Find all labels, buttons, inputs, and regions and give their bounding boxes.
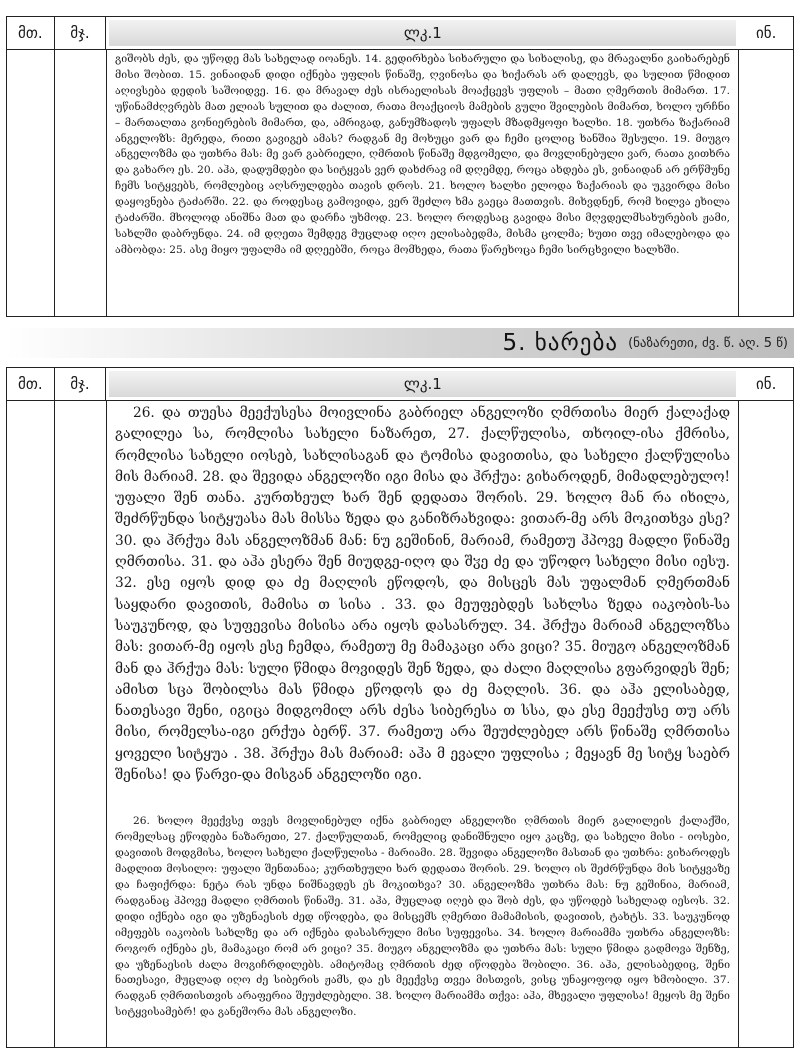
section-reference: (ნაზარეთი, ძვ. წ. აღ. 5 წ) <box>628 335 788 351</box>
column-mark-cell <box>55 50 107 317</box>
column-mark-cell <box>55 401 107 1048</box>
column-header-matthew: მთ. <box>7 368 55 400</box>
table-header-row <box>7 368 793 401</box>
gospel-table-2 <box>6 367 794 1048</box>
table-body-row <box>7 50 793 317</box>
column-luke-cell <box>107 401 739 1048</box>
column-john-cell <box>739 50 793 317</box>
column-matthew-cell <box>7 50 55 317</box>
column-luke-cell <box>107 50 739 317</box>
column-header-luke: ლკ.1 <box>109 371 736 397</box>
luke-modern-text: გიშობს ძეს, და უწოდე მას სახელად იოანეს. 14. გედირხება სიხარული და სიხალისე, და მრავალნი გაიხარებენ მისი შობით. 15. ვინაიდან დიდი იქნება უფლის წინაშე, ღვინოსა და ხიქარას არ დალევს, და სულით წმიდით აღივსება დედის საშოიდვე. 16. და მრავალ ძეს ისრაელისას მოაქცევს უფლის – მათი ღმერთის მიმართ. 17. უწინამძღვრებს მათ ელიას სულით და ძალით, რათა მოაქციოს მამების გული შვილების მიმართ, ხოლო ურჩნი – მართალთა გონიერების მიმართ, და, ამრიგად, განუმზადოს უფალს მზადმყოფი ხალხი. 18. უთხრა ზაქარიამ ანგელოზს: მერედა, რითი გავიგებ ამას? რადგან მე მოხუცი ვარ და ჩემი ცოლიც ხანშია შესული. 19. მიუგო ანგელოზმა და უთხრა მას: მე ვარ გაბრიელი, ღმრთის წინაშე მდგომელი, და მოვლინებული ვარ, რათა გითხრა და გახარო ეს. 20. აჰა, დადუმდები და სიტყვას ვერ დახძრავ იმ დღემდე, როცა ახდება ეს, ვინაიდან არ ერწმუნე ჩემს სიტყვებს, რომლებიც აღსრულდება თავის დროს. 21. ხოლო ხალხი ელოდა ზაქარიას და უკვირდა მისი დაყოვნება ტაძარში. 22. და როდესაც გამოვიდა, ვერ შეძლო ხმა გაეცა მათთვის. მიხვდნენ, რომ ხილვა ეხილა ტაძარში. მხოლოდ ანიშნა მათ და დარჩა უხმოდ. 23. ხოლო როდესაც გავიდა მისი მღვდელმსახურების ჟამი, სახლში დაბრუნდა. 24. იმ დღეთა შემდეგ მუცლად იღო ელისაბედმა, მისმა ცოლმა; ხუთი თვე იმალებოდა და ამბობდა: 25. ასე მიყო უფალმა იმ დღეებში, როცა მომხედა, რათა წარეხოცა ჩემი სირცხვილი ხალხში. <box>115 53 730 256</box>
table-body-row <box>7 401 793 1048</box>
column-header-luke: ლკ.1 <box>109 20 736 46</box>
column-header-john: ინ. <box>756 375 777 393</box>
table-header-row <box>7 17 793 50</box>
section-banner <box>6 328 794 358</box>
column-john-cell <box>739 401 793 1048</box>
luke-modern-text: 26. ხოლო მეექვსე თვეს მოვლინებულ იქნა გაბრიელ ანგელოზი ღმრთის მიერ გალილეის ქალაქში, რომელსაც ეწოდება ნაზარეთი, 27. ქალწულთან, რომელიც დანიშნული იყო კაცზე, და სახელი მისი - იოსები, დავითის მოდგმისა, ხოლო სახელი ქალწულისა - მარიამი. 28. შევიდა ანგელოზი მასთან და უთხრა: გიხაროდეს მადლით მოსილო: უფალი შენთანაა; კურთხეული ხარ დედათა შორის. 29. ხოლო ის შეძრწუნდა მის სიტყვაზე და ჩაფიქრდა: ნეტა რას უნდა ნიშნავდეს ეს მოკითხვა? 30. ანგელოზმა უთხრა მას: ნუ გეშინია, მარიამ, რადგანაც ჰპოვე მადლი ღმრთის წინაშე. 31. აჰა, მუცლად იღებ და შობ ძეს, და უწოდებ სახელად იესოს. 32. დიდი იქნება იგი და უზენაესის ძედ იწოდება, და მისცემს ღმერთი მამამისის, დავითის, ტახტს. 33. საუკუნოდ იმეფებს იაკობის სახლზე და არ იქნება დასასრული მისი სუფევისა. 34. ხოლო მარიამმა უთხრა ანგელოზს: როგორ იქნება ეს, მამაკაცი რომ არ ვიცი? 35. მიუგო ანგელოზმა და უთხრა მას: სული წმიდა გადმოვა შენზე, და უზენაესის ძალა მოგიჩრდილებს. ამიტომაც ღმრთის ძედ იწოდება შობილი. 36. აჰა, ელისაბედიც, შენი ნათესავი, მუცლად იღო ძე სიბერის ჟამს, და ეს მეექვსე თვეა მისთვის, ვისც უნაყოფოდ იყო ხმობილი. 37. რადგან ღმრთისთვის არაფერია შეუძლებელი. 38. ხოლო მარიამმა თქვა: აჰა, მხევალი უფლისა! მეყოს მე შენი სიტყვისამებრ! და განეშორა მას ანგელოზი. <box>115 815 730 1019</box>
luke-old-georgian-text: 26. და თუესა მეექუსესა მოივლინა გაბრიელ ანგელოზი ღმრთისა მიერ ქალაქად გალილეა სა, რომლისა სახელი ნაზარეთ, 27. ქალწულისა, თხოილ-ისა ქმრისა, რომლისა სახელი იოსებ, სახლისაგან და ტომისა დავითისა, და სახელი ქალწულისა მის მარიამ. 28. და შევიდა ანგელოზი იგი მისა და ჰრქუა: გიხაროდენ, მიმადლებულო! უფალი შენ თანა. კურთხეულ ხარ შენ დედათა შორის. 29. ხოლო მან რა იხილა, შეძრწუნდა სიტყუასა მას მისსა ზედა და განიზრახვიდა: ვითარ-მე არს მოკითხვა ესე? 30. და ჰრქუა მას ანგელოზმან მან: ნუ გეშინინ, მარიამ, რამეთუ ჰპოვე მადლი წინაშე ღმრთისა. 31. და აჰა ესერა შენ მიუდგე-იღო და შჳე ძე და უწოდო სახელი მისი იესუ. 32. ესე იყოს დიდ და ძე მაღლის ეწოდოს, და მისცეს მას უფალმან ღმერთმან საყდარი დავითის, მამისა თ სისა . 33. და მეუფებდეს სახლსა ზედა იაკობის-სა საუკუნოდ, და სუფევისა მისისა არა იყოს დასასრულ. 34. ჰრქუა მარიამ ანგელოზსა მას: ვითარ-მე იყოს ესე ჩემდა, რამეთუ მე მამაკაცი არა ვიცი? 35. მიუგო ანგელოზმან მან და ჰრქუა მას: სული წმიდა მოვიდეს შენ ზედა, და ძალი მაღლისა გფარვიდეს შენ; ამისთ სცა შობილსა მას წმიდა ეწოდოს და ძე მაღლის. 36. და აჰა ელისაბედ, ნათესავი შენი, იგიცა მიდგომილ არს ძესა სიბერესა თ სსა, და ესე მეექუსე თუ არს მისი, რომელსა-იგი ერქუა ბერწ. 37. რამეთუ არა შეუძლებელ არს წინაშე ღმრთისა ყოველი სიტყუა . 38. ჰრქუა მას მარიამ: აჰა მ ევალი უფლისა ; მეყავნ მე სიტყ საებრ შენისა! და წარვი-და მისგან ანგელოზი იგი. <box>115 405 730 784</box>
section-title: 5. ხარება <box>502 330 619 356</box>
gospel-table-1 <box>6 16 794 317</box>
column-matthew-cell <box>7 401 55 1048</box>
column-header-john: ინ. <box>756 24 777 42</box>
column-header-matthew: მთ. <box>7 17 55 49</box>
column-header-mark: მჯ. <box>55 17 107 49</box>
column-header-mark: მჯ. <box>55 368 107 400</box>
